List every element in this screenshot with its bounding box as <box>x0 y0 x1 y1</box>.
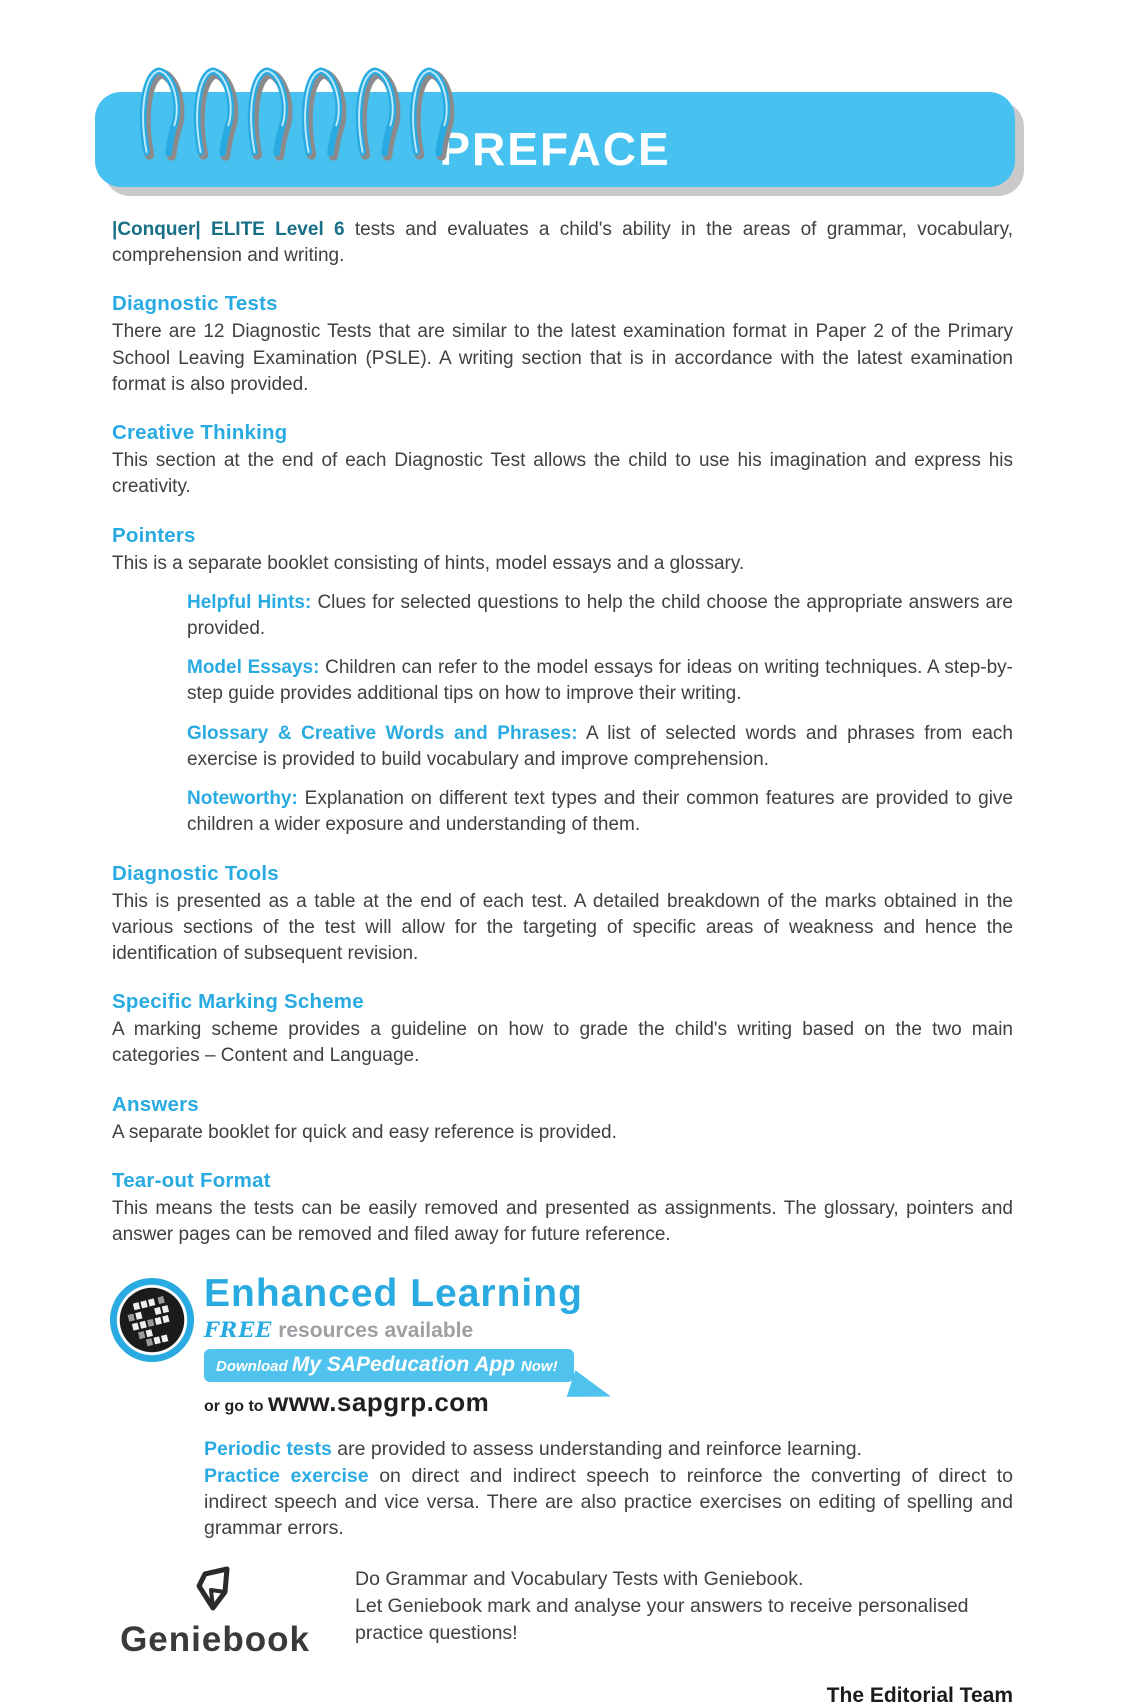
subitem-text: Explanation on different text types and their common features are provided to give children a wider exposure and understanding of them. <box>187 788 1013 836</box>
free-rest: resources available <box>272 1319 474 1343</box>
binder-ring-icon <box>137 58 181 162</box>
section-heading: Tear-out Format <box>112 1168 271 1192</box>
enhanced-learning-text <box>204 1274 1013 1418</box>
orgoto-label: or go to <box>204 1398 268 1416</box>
binder-ring-icon <box>191 58 235 162</box>
section-answers <box>112 1093 1013 1146</box>
website-url: www.sapgrp.com <box>267 1387 490 1418</box>
section-diagnostic-tools <box>112 862 1013 968</box>
section-creative-thinking <box>112 421 1013 500</box>
section-heading: Creative Thinking <box>112 421 288 445</box>
item-text: are provided to assess understanding and reinforce learning. <box>331 1438 862 1461</box>
subitem-text: Children can refer to the model essays for ideas on writing techniques. A step-by-step guide provides additional tips on how to improve their writing. <box>187 657 1014 705</box>
binder-ring-icon <box>353 58 397 162</box>
preface-header <box>95 92 1015 187</box>
item-label: Practice exercise <box>204 1464 369 1487</box>
preface-page <box>0 92 1125 1707</box>
section-heading: Diagnostic Tools <box>112 861 279 885</box>
section-heading: Answers <box>112 1092 199 1116</box>
subitem-label: Glossary & Creative Words and Phrases: <box>187 722 578 744</box>
geniebook-text <box>355 1560 1000 1648</box>
section-tear-out-format <box>112 1169 1013 1248</box>
section-body: There are 12 Diagnostic Tests that are similar to the latest examination format in Paper 2 of the Primary School Leaving Examination (PSLE). A writing section that is in accordance with the latest examination format is also provided. <box>112 321 1013 395</box>
geniebook-block <box>75 1560 1013 1660</box>
subitem-text: Clues for selected questions to help the child choose the appropriate answers are provided. <box>187 591 1013 639</box>
periodic-tests-item <box>204 1436 1013 1462</box>
item-text: on direct and indirect speech to reinforce the converting of direct to indirect speech and vice versa. There are also practice exercises on editing of spelling and grammar errors. <box>204 1464 1013 1540</box>
free-resources-line <box>204 1317 1013 1343</box>
subitem-text: A list of selected words and phrases from each exercise is provided to build vocabulary and improve comprehension. <box>187 722 1013 770</box>
page-title: PREFACE <box>439 123 671 175</box>
geniebook-wordmark: Geniebook <box>120 1619 310 1659</box>
section-body: This is presented as a table at the end of each test. A detailed breakdown of the marks obtained in the various sections of the test will allow for the targeting of specific areas of weakness and hence the identification of subsequent revision. <box>112 890 1013 964</box>
geniebook-logo <box>75 1560 355 1660</box>
enhanced-learning-block <box>112 1274 1013 1541</box>
geniebook-line1: Do Grammar and Vocabulary Tests with Geniebook. <box>355 1567 804 1590</box>
spiral-binding <box>137 58 451 162</box>
section-body: This section at the end of each Diagnostic Test allows the child to use his imagination and express his creativity. <box>112 450 1013 498</box>
series-title: |Conquer| ELITE Level 6 <box>112 219 345 240</box>
binder-ring-icon <box>245 58 289 162</box>
section-specific-marking-scheme <box>112 990 1013 1069</box>
geniebook-gem-icon <box>191 1564 239 1618</box>
section-heading: Specific Marking Scheme <box>112 990 364 1014</box>
section-heading: Diagnostic Tests <box>112 292 278 316</box>
banner-suffix: Now! <box>520 1358 558 1376</box>
banner-prefix: Download <box>216 1358 292 1376</box>
section-diagnostic-tests <box>112 292 1013 398</box>
sap-education-logo-icon <box>108 1276 196 1369</box>
pointers-item-model-essays <box>187 655 1013 707</box>
pointers-item-helpful-hints <box>187 590 1013 642</box>
pointers-item-noteworthy <box>187 786 1013 838</box>
section-heading: Pointers <box>112 523 196 547</box>
banner-main: My SAPeducation App <box>291 1353 521 1377</box>
section-body: This is a separate booklet consisting of hints, model essays and a glossary. <box>112 552 745 574</box>
binder-ring-icon <box>407 58 451 162</box>
item-label: Periodic tests <box>204 1438 332 1461</box>
subitem-label: Helpful Hints: <box>187 591 312 613</box>
download-app-banner <box>204 1349 574 1382</box>
section-body: A marking scheme provides a guideline on how to grade the child's writing based on the two main categories – Content and Language. <box>112 1019 1013 1067</box>
preface-body <box>112 217 1013 1248</box>
free-label: FREE <box>204 1317 273 1343</box>
geniebook-line2: Let Geniebook mark and analyse your answers to receive personalised practice questions! <box>355 1594 969 1645</box>
subitem-label: Model Essays: <box>187 657 320 679</box>
subitem-label: Noteworthy: <box>187 788 298 810</box>
intro-text: tests and evaluates a child's ability in the areas of grammar, vocabulary, comprehension and writing. <box>112 219 1013 267</box>
editorial-signature: The Editorial Team <box>826 1683 1013 1707</box>
pointers-item-glossary <box>187 721 1013 773</box>
section-pointers <box>112 524 1013 839</box>
enhanced-learning-title: Enhanced Learning <box>204 1272 583 1316</box>
intro-paragraph <box>112 217 1013 269</box>
section-body: A separate booklet for quick and easy reference is provided. <box>112 1121 617 1143</box>
binder-ring-icon <box>299 58 343 162</box>
enhanced-learning-items <box>204 1436 1013 1541</box>
practice-exercise-item <box>204 1463 1013 1542</box>
section-body: This means the tests can be easily removed and presented as assignments. The glossary, pointers and answer pages can be removed and filed away for future reference. <box>112 1197 1013 1246</box>
